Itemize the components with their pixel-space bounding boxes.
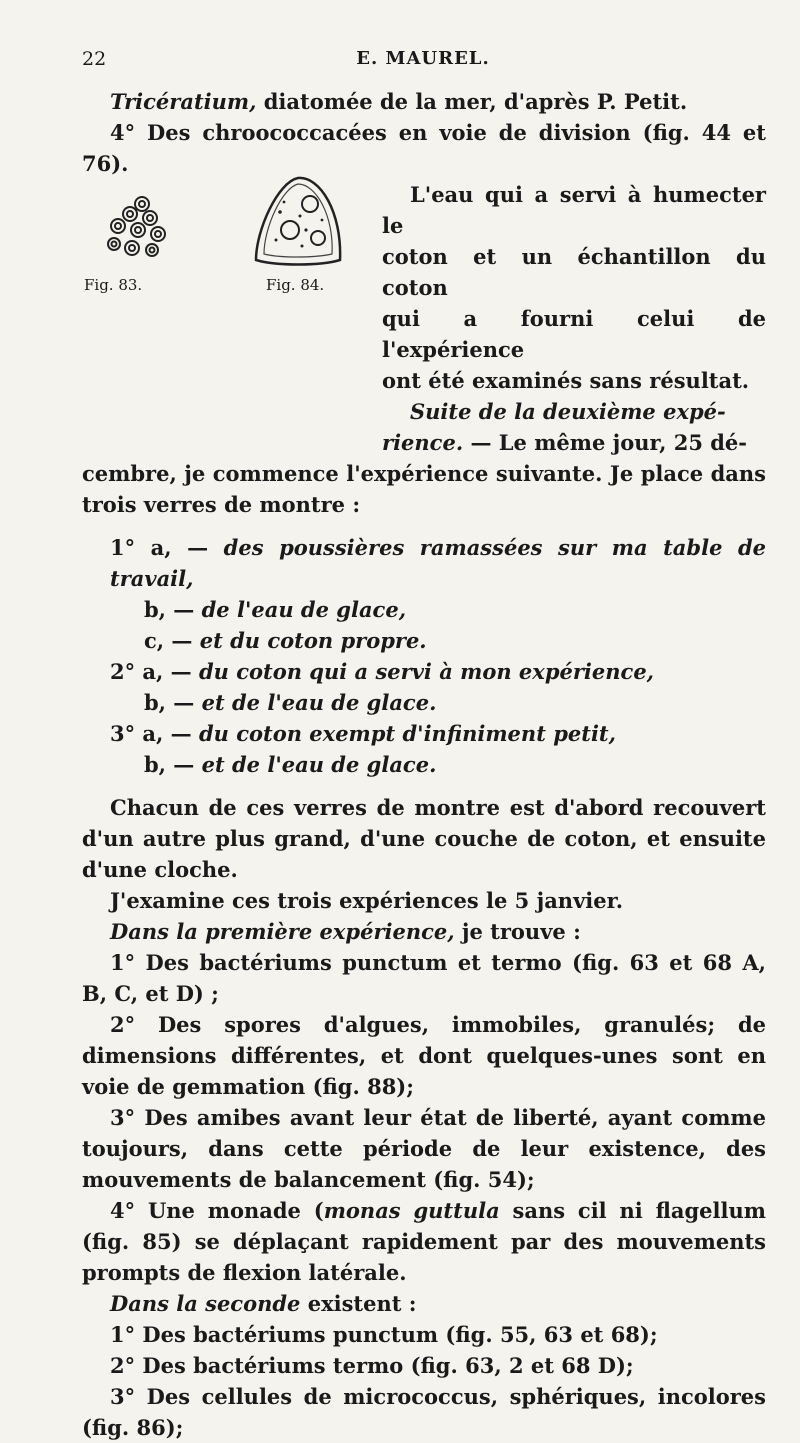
list-item-marker: 2° a, — (110, 659, 192, 684)
page-header (82, 44, 764, 74)
list-item-marker: 3° a, — (110, 721, 192, 746)
finding-item: 2° Des spores d'algues, immobiles, granulés; de dimensions différentes, et dont quelques-unes sont en voie de gemmation (fig. 88); (82, 1012, 766, 1099)
figure-84-caption: Fig. 84. (266, 276, 325, 294)
list-item-marker: b, — (144, 690, 195, 715)
line: ont été examinés sans résultat. (382, 368, 750, 393)
list-item-marker: b, — (144, 597, 195, 622)
list-item-marker: 1° a, — (110, 535, 209, 560)
text-span: 4° Une monade ( (110, 1198, 324, 1223)
text-span: diatomée de la mer, d'après P. Petit. (256, 89, 688, 114)
text-span: — Le même jour, 25 dé- (463, 430, 747, 455)
line (382, 427, 766, 458)
list-item-text: et du coton propre. (199, 628, 427, 653)
list-item-marker: c, — (144, 628, 193, 653)
finding-item: 2° Des bactériums termo (fig. 63, 2 et 68 D); (110, 1353, 634, 1378)
line: L'eau qui a servi à humecter le (382, 182, 766, 238)
running-title: E. MAUREL. (356, 48, 490, 69)
paragraph-experiment-intro: cembre, je commence l'expérience suivante. Je place dans trois verres de montre : (82, 461, 766, 517)
page-body (82, 86, 766, 1443)
list-item-text: et de l'eau de glace. (201, 690, 437, 715)
italic-heading: rience. (382, 430, 464, 455)
list-item-marker: b, — (144, 752, 195, 777)
page-number: 22 (82, 48, 107, 70)
experiment-list (82, 532, 766, 780)
list-item-text: du coton exempt d'infiniment petit, (198, 721, 616, 746)
finding-item (82, 1195, 766, 1288)
list-item (82, 718, 766, 749)
text-span: sans cil ni flagellum (fig. 85) se déplaçant rapidement par des mouvements prompts de flexion latérale. (82, 1198, 766, 1285)
list-item (82, 532, 766, 594)
text-span: existent : (300, 1291, 417, 1316)
line-triceratium (82, 86, 766, 117)
text-beside-figures (382, 179, 766, 458)
list-item-text: et de l'eau de glace. (201, 752, 437, 777)
italic-heading: Dans la première expérience, (110, 919, 455, 944)
paragraph-premiere (82, 916, 766, 947)
italic-heading: Suite de la deuxième expé- (410, 399, 726, 424)
finding-item: 3° Des amibes avant leur état de liberté, ayant comme toujours, dans cette période de leur existence, des mouvements de balancement (fig. 54); (82, 1105, 766, 1192)
figure-83-caption: Fig. 83. (84, 276, 143, 294)
list-item (82, 625, 766, 656)
finding-item: 1° Des bactériums punctum et termo (fig. 63 et 68 A, B, C, et D) ; (82, 950, 766, 1006)
line: coton et un échantillon du coton (382, 244, 766, 300)
italic-term: Tricératium, (110, 89, 257, 114)
line-chroococcacees: 4° Des chroococcacées en voie de division (fig. 44 et 76). (82, 120, 766, 176)
list-item (82, 594, 766, 625)
list-item (82, 749, 766, 780)
line-italic-heading (382, 396, 766, 427)
italic-term: monas guttula (323, 1198, 500, 1223)
list-item (82, 687, 766, 718)
finding-item: 1° Des bactériums punctum (fig. 55, 63 et 68); (110, 1322, 658, 1347)
paragraph-chacun: Chacun de ces verres de montre est d'abord recouvert d'un autre plus grand, d'une couche de coton, et ensuite d'une cloche. (82, 795, 766, 882)
list-item-text: des poussières ramassées sur ma table de travail, (110, 535, 767, 591)
paragraph-seconde (82, 1288, 766, 1319)
list-item (82, 656, 766, 687)
finding-item: 3° Des cellules de micrococcus, sphériques, incolores (fig. 86); (82, 1384, 766, 1440)
list-item-text: de l'eau de glace, (201, 597, 407, 622)
italic-heading: Dans la seconde (110, 1291, 301, 1316)
paragraph-examine: J'examine ces trois expériences le 5 janvier. (110, 888, 624, 913)
line: qui a fourni celui de l'expérience (382, 306, 766, 362)
list-item-text: du coton qui a servi à mon expérience, (198, 659, 654, 684)
text-span: je trouve : (454, 919, 581, 944)
